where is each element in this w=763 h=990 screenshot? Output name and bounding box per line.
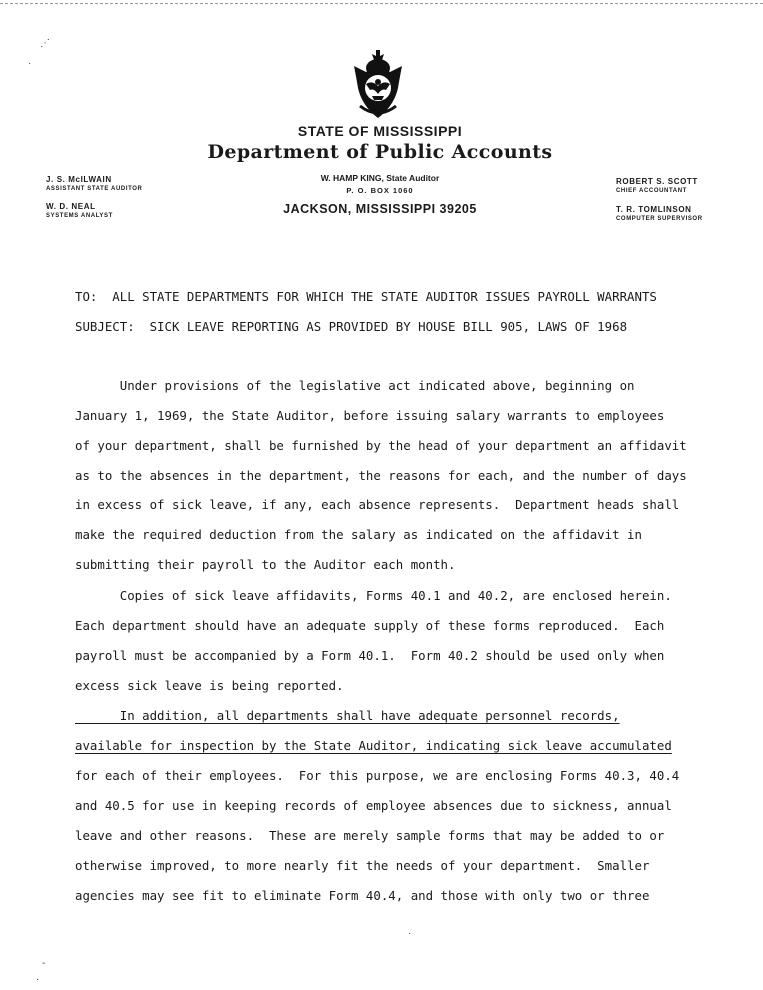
department-name: Department of Public Accounts — [207, 141, 553, 163]
memo-to-line: TO: ALL STATE DEPARTMENTS FOR WHICH THE STATE AUDITOR ISSUES PAYROLL WARRANTS — [75, 289, 657, 304]
body-line: excess sick leave is being reported. — [75, 678, 344, 693]
body-line: in excess of sick leave, if any, each absence represents. Department heads shall — [75, 497, 680, 512]
scan-speck: · — [408, 928, 412, 939]
staff-left-1 — [46, 175, 142, 192]
staff-right-2 — [616, 205, 703, 222]
staff-left-2 — [46, 202, 113, 219]
scan-edge-line — [0, 3, 763, 4]
body-line: otherwise improved, to more nearly fit the needs of your department. Smaller — [75, 858, 650, 873]
memo-subject-line: SUBJECT: SICK LEAVE REPORTING AS PROVIDED BY HOUSE BILL 905, LAWS OF 1968 — [75, 319, 628, 334]
body-line-underlined: In addition, all departments shall have adequate personnel records, — [75, 708, 620, 723]
city-address: JACKSON, MISSISSIPPI 39205 — [283, 202, 477, 216]
staff-title: SYSTEMS ANALYST — [46, 213, 113, 219]
scan-speck: · — [28, 58, 32, 69]
po-box: P. O. BOX 1060 — [346, 186, 414, 195]
body-line: make the required deduction from the salary as indicated on the affidavit in — [75, 527, 642, 542]
body-line: agencies may see fit to eliminate Form 40.4, and those with only two or three — [75, 888, 650, 903]
body-line-underlined: available for inspection by the State Auditor, indicating sick leave accumulated — [75, 738, 672, 753]
scan-speck: ⋰ — [40, 38, 50, 49]
staff-right-1 — [616, 177, 698, 194]
body-line: Each department should have an adequate supply of these forms reproduced. Each — [75, 618, 665, 633]
state-seal-icon — [346, 46, 410, 122]
staff-name: ROBERT S. SCOTT — [616, 177, 698, 186]
scan-speck: · — [36, 974, 40, 985]
staff-name: W. D. NEAL — [46, 202, 96, 211]
scan-speck: - — [42, 958, 46, 969]
staff-title: CHIEF ACCOUNTANT — [616, 188, 687, 194]
body-line: as to the absences in the department, the reasons for each, and the number of days — [75, 468, 687, 483]
body-line: submitting their payroll to the Auditor each month. — [75, 557, 456, 572]
body-line: and 40.5 for use in keeping records of employee absences due to sickness, annual — [75, 798, 672, 813]
body-line: for each of their employees. For this purpose, we are enclosing Forms 40.3, 40.4 — [75, 768, 680, 783]
staff-title: ASSISTANT STATE AUDITOR — [46, 186, 143, 192]
staff-name: T. R. TOMLINSON — [616, 205, 692, 214]
body-line: leave and other reasons. These are merely sample forms that may be added to or — [75, 828, 665, 843]
staff-name: J. S. McILWAIN — [46, 175, 112, 184]
staff-title: COMPUTER SUPERVISOR — [616, 216, 703, 222]
body-line: Copies of sick leave affidavits, Forms 40.1 and 40.2, are enclosed herein. — [75, 588, 672, 603]
state-auditor-line: W. HAMP KING, State Auditor — [320, 173, 440, 183]
state-name: STATE OF MISSISSIPPI — [297, 123, 463, 139]
body-line: Under provisions of the legislative act indicated above, beginning on — [75, 378, 635, 393]
body-line: payroll must be accompanied by a Form 40.1. Form 40.2 should be used only when — [75, 648, 665, 663]
body-line: January 1, 1969, the State Auditor, before issuing salary warrants to employees — [75, 408, 665, 423]
body-line: of your department, shall be furnished by the head of your department an affidavit — [75, 438, 687, 453]
